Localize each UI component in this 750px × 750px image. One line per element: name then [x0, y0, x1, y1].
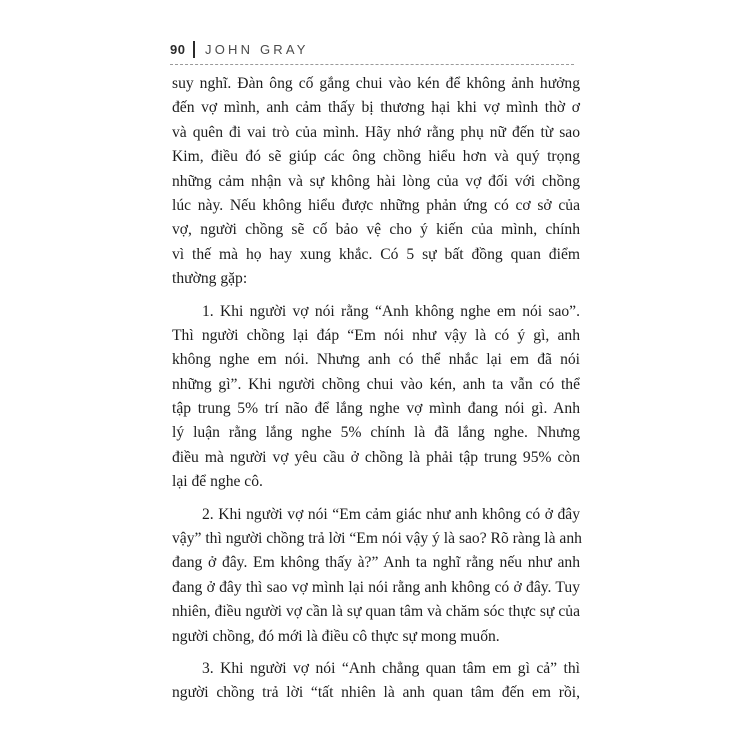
text-line: suy nghĩ. Đàn ông cố gắng chui vào kén để không ảnh hưởng — [172, 75, 580, 92]
page-number: 90 — [170, 42, 186, 57]
header-divider — [170, 64, 574, 65]
text-line: người chồng, đó mới là điều cô thực sự mong muốn. — [172, 627, 500, 645]
text-line: lúc này. Nếu không hiểu được những phản ứng có cơ sở của — [172, 196, 580, 214]
text-line: 1. Khi người vợ nói rằng “Anh không nghe em nói sao”. — [202, 302, 580, 320]
paragraph-gap — [172, 495, 580, 503]
paragraph-gap — [172, 649, 580, 657]
paragraph — [172, 72, 580, 292]
paragraph — [172, 300, 580, 495]
text-line: vợ, người chồng sẽ cố bảo vệ cho ý kiến của mình, chính — [172, 221, 580, 239]
text-line: vậy” thì người chồng trả lời “Em nói vậy ý là sao? Rõ ràng là anh — [172, 530, 582, 548]
text-line: không nghe em nói. Nhưng anh có thể nhắc lại em đã nói — [172, 351, 580, 369]
text-line: những gì”. Khi người chồng chui vào kén, anh ta vẫn có thể — [172, 375, 580, 393]
text-line: lý luận rằng lắng nghe 5% chính là đã lắng nghe. Nhưng — [172, 424, 580, 442]
text-line: và quên đi vai trò của mình. Hãy nhớ rằng phụ nữ đến từ sao — [172, 123, 580, 141]
text-line: 3. Khi người vợ nói “Anh chẳng quan tâm em gì cả” thì — [202, 659, 580, 677]
text-line: đang ở đây. Em không thấy à?” Anh ta nghĩ rằng nếu như anh — [172, 554, 580, 572]
text-line: lại để nghe cô. — [172, 473, 263, 491]
text-line: đang ở đây thì sao vợ mình lại nói rằng anh không có ở đây. Tuy — [172, 578, 580, 596]
text-line: Kim, điều đó sẽ giúp các ông chồng hiểu hơn và quý trọng — [172, 148, 580, 166]
text-line: đến vợ mình, anh cảm thấy bị thương hại khi vợ mình thờ ơ — [172, 99, 580, 117]
text-line: vì thế mà họ hay xung khắc. Có 5 sự bất đồng quan điểm — [172, 245, 580, 263]
running-head — [170, 42, 576, 62]
text-line: tập trung 5% trí não để lắng nghe vợ mình đang nói gì. Anh — [172, 400, 580, 418]
text-line: những cảm nhận và sự không hài lòng của vợ đối với chồng — [172, 172, 580, 190]
text-line: Thì người chồng lại đáp “Em nói như vậy là có ý gì, anh — [172, 326, 580, 344]
paragraph — [172, 657, 580, 706]
paragraph-gap — [172, 292, 580, 300]
body-text — [172, 72, 580, 706]
text-line: người chồng trả lời “tất nhiên là anh quan tâm đến em rồi, — [172, 684, 580, 702]
text-line: điều mà người vợ yêu cầu ở chồng là phải tập trung 95% còn — [172, 448, 580, 466]
text-line: 2. Khi người vợ nói “Em cảm giác như anh không có ở đây — [202, 505, 580, 523]
author-name: JOHN GRAY — [205, 42, 309, 57]
header-separator — [193, 41, 195, 58]
paragraph — [172, 503, 580, 649]
text-line: thường gặp: — [172, 270, 248, 288]
text-line: nhiên, điều người vợ cần là sự quan tâm và chăm sóc thực sự của — [172, 603, 580, 621]
